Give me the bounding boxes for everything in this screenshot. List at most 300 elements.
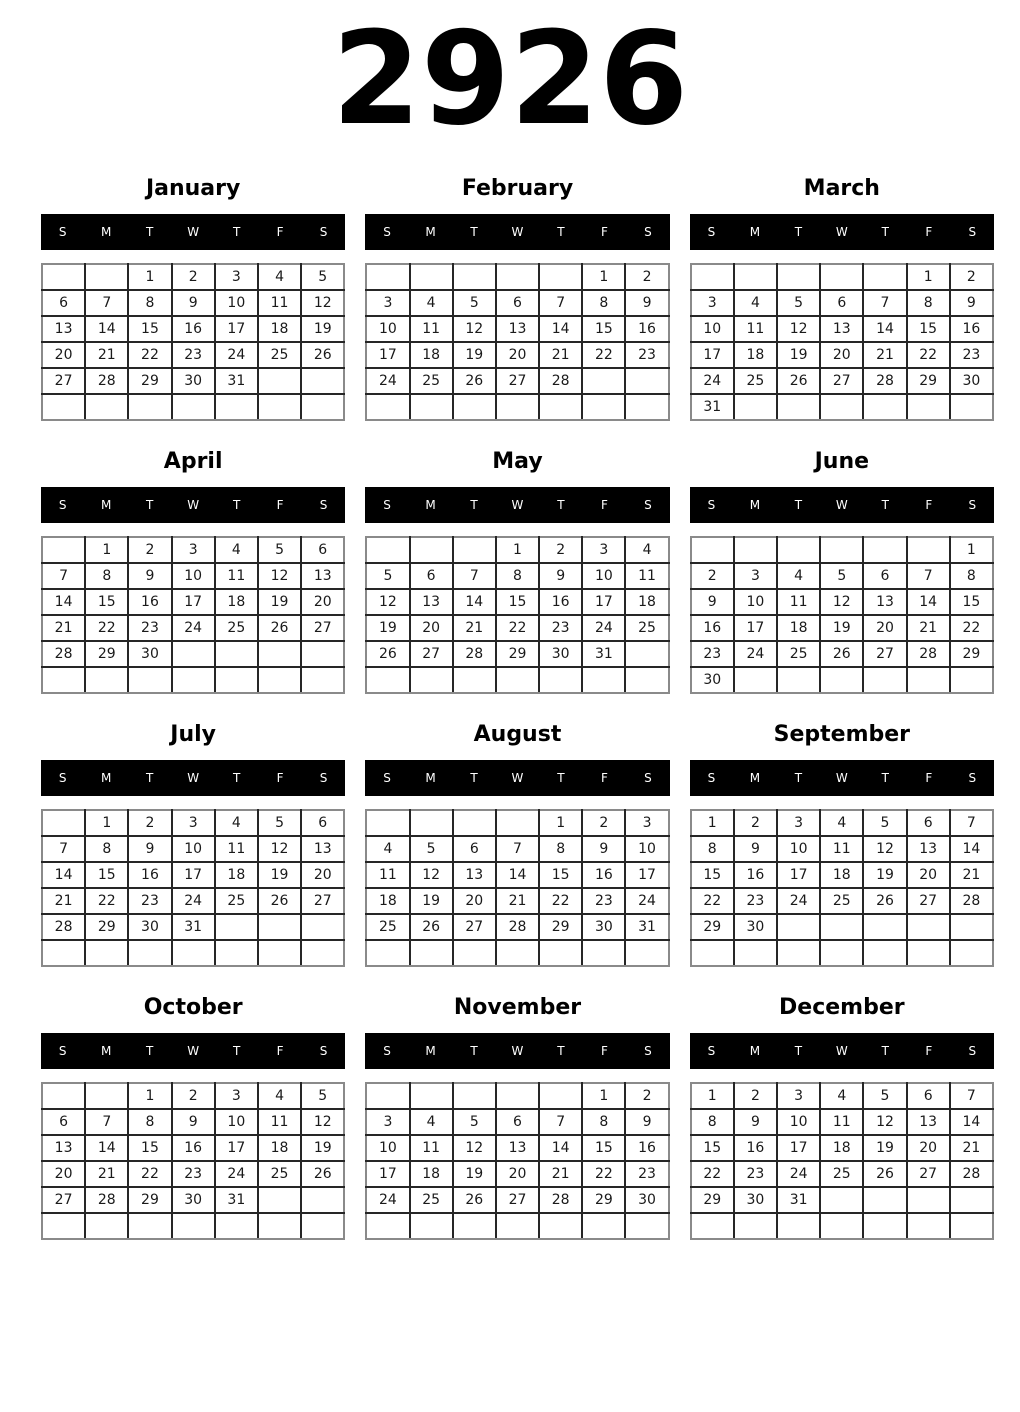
empty-day-cell	[863, 1187, 906, 1213]
day-cell: 4	[410, 290, 453, 316]
day-cell: 13	[410, 589, 453, 615]
weekday-label: T	[146, 498, 154, 512]
day-cell: 15	[582, 316, 625, 342]
day-cell: 14	[950, 836, 993, 862]
day-cell: 7	[85, 290, 128, 316]
week-row	[366, 914, 668, 940]
weekday-label: M	[749, 771, 761, 785]
day-cell: 2	[172, 1083, 215, 1109]
weekday-label: S	[383, 225, 391, 239]
day-cell: 6	[496, 290, 539, 316]
day-cell: 11	[734, 316, 777, 342]
day-cell: 22	[85, 888, 128, 914]
day-cell: 17	[734, 615, 777, 641]
day-cell: 28	[85, 1187, 128, 1213]
weekday-label: F	[276, 225, 284, 239]
day-cell: 6	[863, 563, 906, 589]
week-row	[366, 563, 668, 589]
weekday-header-bar	[41, 214, 345, 250]
month-block	[41, 718, 345, 967]
day-cell: 13	[42, 1135, 85, 1161]
empty-day-cell	[777, 914, 820, 940]
empty-day-cell	[42, 940, 85, 966]
weekday-label: T	[470, 498, 478, 512]
day-cell: 4	[215, 810, 258, 836]
day-cell: 30	[950, 368, 993, 394]
month-grid	[41, 809, 345, 967]
day-cell: 11	[366, 862, 409, 888]
empty-day-cell	[453, 264, 496, 290]
day-cell: 18	[410, 1161, 453, 1187]
weekday-label: W	[187, 1044, 200, 1058]
day-cell: 26	[820, 641, 863, 667]
empty-day-cell	[625, 641, 668, 667]
week-row	[366, 667, 668, 693]
weekday-label: W	[187, 771, 200, 785]
week-row	[366, 264, 668, 290]
day-cell: 3	[691, 290, 734, 316]
day-cell: 24	[734, 641, 777, 667]
week-row	[42, 914, 344, 940]
day-cell: 29	[85, 914, 128, 940]
day-cell: 9	[172, 1109, 215, 1135]
day-cell: 20	[301, 589, 344, 615]
day-cell: 30	[128, 641, 171, 667]
day-cell: 3	[172, 537, 215, 563]
empty-day-cell	[777, 394, 820, 420]
day-cell: 8	[85, 563, 128, 589]
day-cell: 4	[820, 810, 863, 836]
empty-day-cell	[301, 1187, 344, 1213]
day-cell: 10	[625, 836, 668, 862]
day-cell: 18	[258, 1135, 301, 1161]
day-cell: 23	[950, 342, 993, 368]
day-cell: 8	[496, 563, 539, 589]
day-cell: 21	[42, 615, 85, 641]
empty-day-cell	[172, 394, 215, 420]
week-row	[366, 1213, 668, 1239]
empty-day-cell	[950, 914, 993, 940]
day-cell: 16	[128, 589, 171, 615]
day-cell: 10	[172, 836, 215, 862]
day-cell: 22	[496, 615, 539, 641]
weekday-label: F	[600, 771, 608, 785]
day-cell: 19	[301, 316, 344, 342]
day-cell: 22	[582, 342, 625, 368]
week-row	[691, 836, 993, 862]
day-cell: 19	[863, 1135, 906, 1161]
day-cell: 28	[539, 368, 582, 394]
day-cell: 24	[366, 368, 409, 394]
empty-day-cell	[863, 667, 906, 693]
weekday-header-bar	[690, 760, 994, 796]
empty-day-cell	[539, 667, 582, 693]
empty-day-cell	[777, 537, 820, 563]
day-cell: 13	[42, 316, 85, 342]
week-row	[366, 316, 668, 342]
day-cell: 17	[625, 862, 668, 888]
day-cell: 16	[625, 316, 668, 342]
day-cell: 15	[691, 862, 734, 888]
day-cell: 15	[691, 1135, 734, 1161]
empty-day-cell	[453, 810, 496, 836]
empty-day-cell	[366, 667, 409, 693]
empty-day-cell	[366, 940, 409, 966]
empty-day-cell	[172, 940, 215, 966]
day-cell: 31	[215, 1187, 258, 1213]
day-cell: 17	[215, 1135, 258, 1161]
weekday-label: T	[557, 498, 565, 512]
empty-day-cell	[258, 394, 301, 420]
weekday-label: T	[232, 771, 241, 785]
day-cell: 30	[172, 368, 215, 394]
day-cell: 11	[258, 290, 301, 316]
weekday-label: T	[881, 771, 889, 785]
day-cell: 20	[907, 1135, 950, 1161]
day-cell: 31	[215, 368, 258, 394]
day-cell: 6	[907, 1083, 950, 1109]
empty-day-cell	[950, 940, 993, 966]
week-row	[366, 1161, 668, 1187]
day-cell: 31	[691, 394, 734, 420]
day-cell: 10	[734, 589, 777, 615]
day-cell: 21	[950, 1135, 993, 1161]
empty-day-cell	[950, 1213, 993, 1239]
empty-day-cell	[42, 667, 85, 693]
month-block	[365, 445, 669, 694]
day-cell: 4	[258, 264, 301, 290]
weekday-label: S	[707, 771, 716, 785]
empty-day-cell	[734, 940, 777, 966]
day-cell: 6	[453, 836, 496, 862]
empty-day-cell	[907, 537, 950, 563]
weekday-label: M	[749, 1044, 761, 1058]
weekday-label: T	[794, 771, 803, 785]
day-cell: 15	[85, 589, 128, 615]
month-block	[365, 172, 669, 421]
day-cell: 27	[42, 1187, 85, 1213]
month-block	[41, 991, 345, 1240]
day-cell: 4	[820, 1083, 863, 1109]
day-cell: 17	[777, 1135, 820, 1161]
day-cell: 28	[863, 368, 906, 394]
empty-day-cell	[820, 914, 863, 940]
empty-day-cell	[496, 1083, 539, 1109]
day-cell: 27	[907, 1161, 950, 1187]
day-cell: 24	[625, 888, 668, 914]
day-cell: 13	[863, 589, 906, 615]
day-cell: 7	[453, 563, 496, 589]
month-block	[365, 718, 669, 967]
week-row	[691, 810, 993, 836]
day-cell: 12	[258, 836, 301, 862]
day-cell: 18	[820, 862, 863, 888]
week-row	[42, 537, 344, 563]
empty-day-cell	[85, 264, 128, 290]
day-cell: 24	[172, 888, 215, 914]
day-cell: 29	[582, 1187, 625, 1213]
empty-day-cell	[410, 1083, 453, 1109]
weekday-label: T	[881, 1044, 889, 1058]
day-cell: 5	[301, 1083, 344, 1109]
day-cell: 13	[907, 836, 950, 862]
week-row	[42, 641, 344, 667]
day-cell: 23	[128, 615, 171, 641]
empty-day-cell	[734, 1213, 777, 1239]
week-row	[691, 1083, 993, 1109]
day-cell: 13	[453, 862, 496, 888]
day-cell: 25	[625, 615, 668, 641]
day-cell: 19	[777, 342, 820, 368]
empty-day-cell	[691, 940, 734, 966]
empty-day-cell	[301, 667, 344, 693]
empty-day-cell	[734, 537, 777, 563]
day-cell: 21	[539, 342, 582, 368]
day-cell: 21	[42, 888, 85, 914]
day-cell: 5	[258, 537, 301, 563]
day-cell: 7	[863, 290, 906, 316]
day-cell: 9	[582, 836, 625, 862]
empty-day-cell	[215, 667, 258, 693]
day-cell: 2	[734, 1083, 777, 1109]
day-cell: 20	[42, 1161, 85, 1187]
weekday-label: S	[383, 498, 391, 512]
day-cell: 4	[777, 563, 820, 589]
empty-day-cell	[863, 394, 906, 420]
day-cell: 17	[691, 342, 734, 368]
day-cell: 14	[539, 316, 582, 342]
day-cell: 21	[496, 888, 539, 914]
empty-day-cell	[907, 394, 950, 420]
day-cell: 1	[582, 1083, 625, 1109]
day-cell: 14	[539, 1135, 582, 1161]
day-cell: 2	[625, 1083, 668, 1109]
weekday-label: M	[749, 498, 761, 512]
day-cell: 25	[820, 888, 863, 914]
week-row	[42, 264, 344, 290]
weekday-label: M	[101, 771, 112, 785]
day-cell: 1	[582, 264, 625, 290]
weekday-label: S	[644, 1044, 652, 1058]
year-title: 2926	[331, 5, 689, 154]
day-cell: 29	[496, 641, 539, 667]
empty-day-cell	[625, 394, 668, 420]
day-cell: 26	[863, 888, 906, 914]
day-cell: 10	[215, 1109, 258, 1135]
weekday-label: F	[925, 1044, 933, 1058]
weekday-label: S	[319, 498, 328, 512]
empty-day-cell	[691, 537, 734, 563]
week-row	[691, 615, 993, 641]
day-cell: 29	[128, 368, 171, 394]
day-cell: 20	[301, 862, 344, 888]
day-cell: 8	[128, 1109, 171, 1135]
week-row	[366, 368, 668, 394]
day-cell: 4	[258, 1083, 301, 1109]
day-cell: 18	[820, 1135, 863, 1161]
empty-day-cell	[453, 394, 496, 420]
weekday-header-bar	[690, 487, 994, 523]
empty-day-cell	[42, 1213, 85, 1239]
day-cell: 22	[950, 615, 993, 641]
empty-day-cell	[539, 1213, 582, 1239]
empty-day-cell	[215, 1213, 258, 1239]
month-grid	[690, 809, 994, 967]
empty-day-cell	[366, 394, 409, 420]
empty-day-cell	[42, 537, 85, 563]
weekday-label: F	[600, 225, 608, 239]
day-cell: 28	[950, 888, 993, 914]
day-cell: 19	[863, 862, 906, 888]
day-cell: 9	[539, 563, 582, 589]
week-row	[691, 1213, 993, 1239]
weekday-label: F	[276, 1044, 284, 1058]
empty-day-cell	[128, 940, 171, 966]
weekday-label: F	[925, 498, 933, 512]
weekday-label: T	[794, 498, 803, 512]
week-row	[691, 641, 993, 667]
weekday-label: F	[600, 498, 608, 512]
week-row	[366, 1187, 668, 1213]
empty-day-cell	[172, 667, 215, 693]
day-cell: 7	[950, 1083, 993, 1109]
day-cell: 13	[907, 1109, 950, 1135]
day-cell: 14	[85, 1135, 128, 1161]
empty-day-cell	[582, 1213, 625, 1239]
week-row	[42, 836, 344, 862]
day-cell: 8	[128, 290, 171, 316]
day-cell: 15	[496, 589, 539, 615]
day-cell: 26	[453, 368, 496, 394]
week-row	[42, 563, 344, 589]
day-cell: 3	[366, 290, 409, 316]
week-row	[366, 589, 668, 615]
weekday-label: M	[425, 1044, 436, 1058]
day-cell: 11	[625, 563, 668, 589]
empty-day-cell	[907, 940, 950, 966]
day-cell: 2	[172, 264, 215, 290]
day-cell: 7	[907, 563, 950, 589]
empty-day-cell	[625, 368, 668, 394]
day-cell: 7	[539, 1109, 582, 1135]
day-cell: 10	[582, 563, 625, 589]
week-row	[42, 1161, 344, 1187]
weekday-label: S	[968, 1044, 977, 1058]
day-cell: 16	[128, 862, 171, 888]
day-cell: 20	[907, 862, 950, 888]
day-cell: 15	[85, 862, 128, 888]
day-cell: 13	[301, 563, 344, 589]
empty-day-cell	[366, 264, 409, 290]
empty-day-cell	[582, 368, 625, 394]
day-cell: 27	[301, 888, 344, 914]
day-cell: 30	[734, 1187, 777, 1213]
day-cell: 21	[85, 1161, 128, 1187]
day-cell: 16	[950, 316, 993, 342]
day-cell: 27	[907, 888, 950, 914]
month-block	[690, 718, 994, 967]
day-cell: 4	[366, 836, 409, 862]
day-cell: 22	[128, 342, 171, 368]
day-cell: 2	[691, 563, 734, 589]
week-row	[42, 862, 344, 888]
day-cell: 4	[625, 537, 668, 563]
day-cell: 23	[691, 641, 734, 667]
day-cell: 25	[734, 368, 777, 394]
empty-day-cell	[453, 1213, 496, 1239]
month-title: April	[163, 449, 223, 474]
day-cell: 7	[496, 836, 539, 862]
day-cell: 10	[777, 836, 820, 862]
week-row	[42, 1083, 344, 1109]
day-cell: 29	[907, 368, 950, 394]
empty-day-cell	[691, 1213, 734, 1239]
week-row	[366, 862, 668, 888]
empty-day-cell	[215, 641, 258, 667]
day-cell: 5	[258, 810, 301, 836]
day-cell: 16	[734, 862, 777, 888]
day-cell: 27	[863, 641, 906, 667]
day-cell: 11	[215, 836, 258, 862]
empty-day-cell	[366, 1083, 409, 1109]
week-row	[691, 563, 993, 589]
empty-day-cell	[625, 667, 668, 693]
day-cell: 30	[172, 1187, 215, 1213]
empty-day-cell	[539, 940, 582, 966]
day-cell: 1	[691, 1083, 734, 1109]
day-cell: 5	[820, 563, 863, 589]
weekday-label: S	[58, 1044, 67, 1058]
day-cell: 28	[539, 1187, 582, 1213]
day-cell: 12	[410, 862, 453, 888]
day-cell: 8	[539, 836, 582, 862]
day-cell: 10	[172, 563, 215, 589]
day-cell: 19	[410, 888, 453, 914]
day-cell: 23	[172, 1161, 215, 1187]
day-cell: 31	[625, 914, 668, 940]
months-grid	[0, 172, 1020, 1240]
day-cell: 20	[863, 615, 906, 641]
day-cell: 25	[366, 914, 409, 940]
day-cell: 5	[863, 1083, 906, 1109]
week-row	[42, 394, 344, 420]
month-block	[690, 991, 994, 1240]
weekday-label: F	[925, 771, 933, 785]
empty-day-cell	[777, 667, 820, 693]
empty-day-cell	[496, 394, 539, 420]
week-row	[42, 667, 344, 693]
day-cell: 2	[539, 537, 582, 563]
empty-day-cell	[366, 1213, 409, 1239]
empty-day-cell	[410, 537, 453, 563]
weekday-label: M	[425, 225, 436, 239]
week-row	[691, 888, 993, 914]
month-grid	[690, 536, 994, 694]
weekday-label: S	[319, 1044, 328, 1058]
day-cell: 19	[258, 589, 301, 615]
day-cell: 30	[691, 667, 734, 693]
day-cell: 14	[863, 316, 906, 342]
day-cell: 1	[128, 1083, 171, 1109]
day-cell: 10	[215, 290, 258, 316]
day-cell: 7	[950, 810, 993, 836]
day-cell: 3	[215, 1083, 258, 1109]
month-grid	[41, 263, 345, 421]
weekday-label: S	[319, 771, 328, 785]
weekday-label: S	[644, 225, 652, 239]
weekday-label: T	[557, 225, 565, 239]
weekday-label: S	[968, 225, 977, 239]
